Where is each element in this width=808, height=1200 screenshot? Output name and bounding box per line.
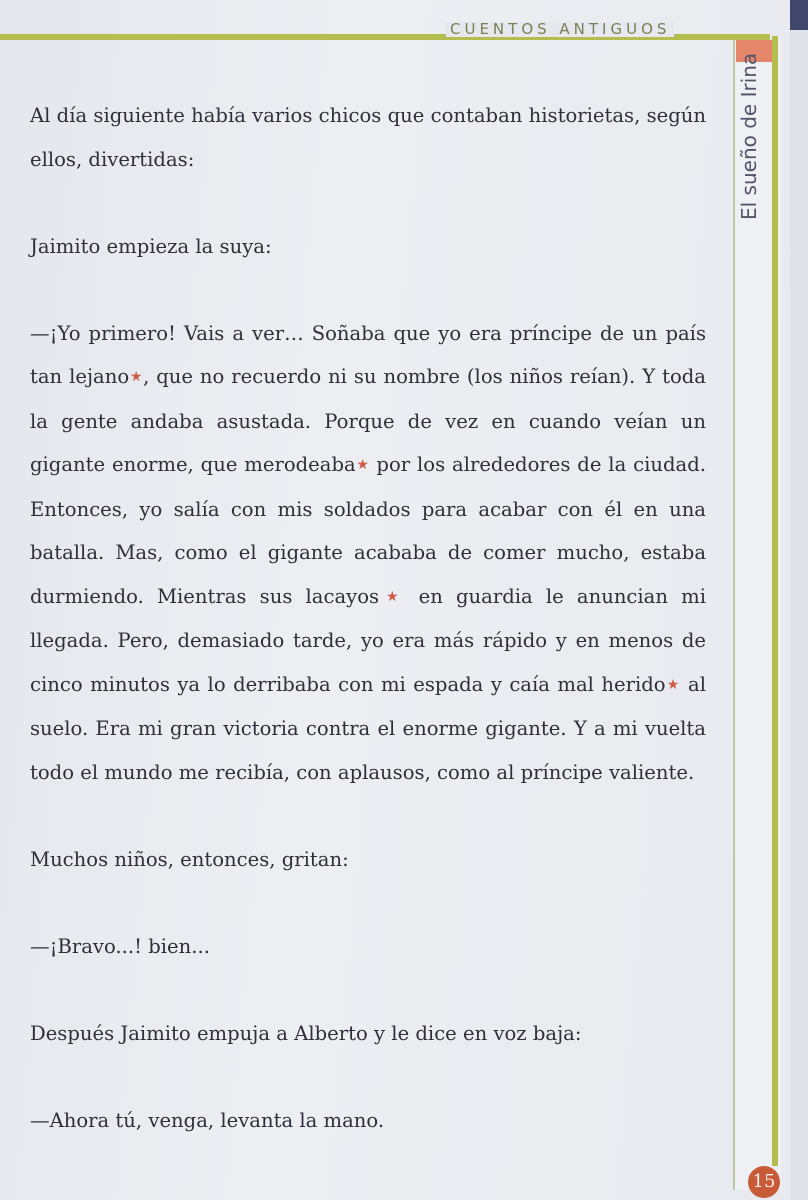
story-text bbox=[30, 94, 706, 1142]
paragraph-3-seg-5: al suelo. Era mi gran victoria contra el enorme gigante. Y a mi vuelta todo el mundo me recibía, con aplausos, como al príncipe valiente. bbox=[30, 672, 706, 784]
series-title: CUENTOS ANTIGUOS bbox=[446, 22, 674, 37]
paragraph-3-seg-2: , que no recuerdo ni su nombre (los niños reían). Y toda la gente andaba asustada. Porque de vez en cuando veían un gigante enorme, que merodeaba bbox=[30, 365, 706, 476]
glossary-star-icon: ★ bbox=[379, 588, 406, 605]
paragraph-6: Después Jaimito empuja a Alberto y le dice en voz baja: bbox=[30, 1021, 582, 1045]
paragraph-7: —Ahora tú, venga, levanta la mano. bbox=[30, 1108, 385, 1132]
side-title-box bbox=[736, 52, 762, 220]
glossary-star-icon: ★ bbox=[355, 457, 370, 473]
paragraph-3 bbox=[30, 312, 706, 795]
glossary-star-icon: ★ bbox=[665, 676, 681, 693]
page-number: 15 bbox=[748, 1166, 780, 1198]
paragraph-3-seg-4: en guardia le anuncian mi llegada. Pero, demasiado tarde, yo era más rápido y en menos de cinco minutos ya lo derribaba con mi espada y caía mal herido bbox=[30, 584, 706, 696]
paragraph-3-seg-3: por los alrededores de la ciudad. Entonces, yo salía con mis soldados para acabar con él en una batalla. Mas, como el gigante acababa de comer mucho, estaba durmiendo. Mientras sus lacayos bbox=[30, 453, 706, 608]
sidebar-rule bbox=[772, 36, 778, 1166]
paragraph-5: —¡Bravo...! bien... bbox=[30, 934, 210, 958]
paragraph-4: Muchos niños, entonces, gritan: bbox=[30, 847, 349, 871]
glossary-star-icon: ★ bbox=[129, 369, 144, 385]
book-title: El sueño de Irina bbox=[737, 52, 761, 220]
paragraph-3-seg-1: —¡Yo primero! Vais a ver… Soñaba que yo era príncipe de un país tan lejano bbox=[30, 321, 706, 388]
paragraph-2: Jaimito empieza la suya: bbox=[30, 234, 272, 258]
paragraph-1: Al día siguiente había varios chicos que contaban historietas, según ellos, divertidas: bbox=[30, 104, 706, 171]
